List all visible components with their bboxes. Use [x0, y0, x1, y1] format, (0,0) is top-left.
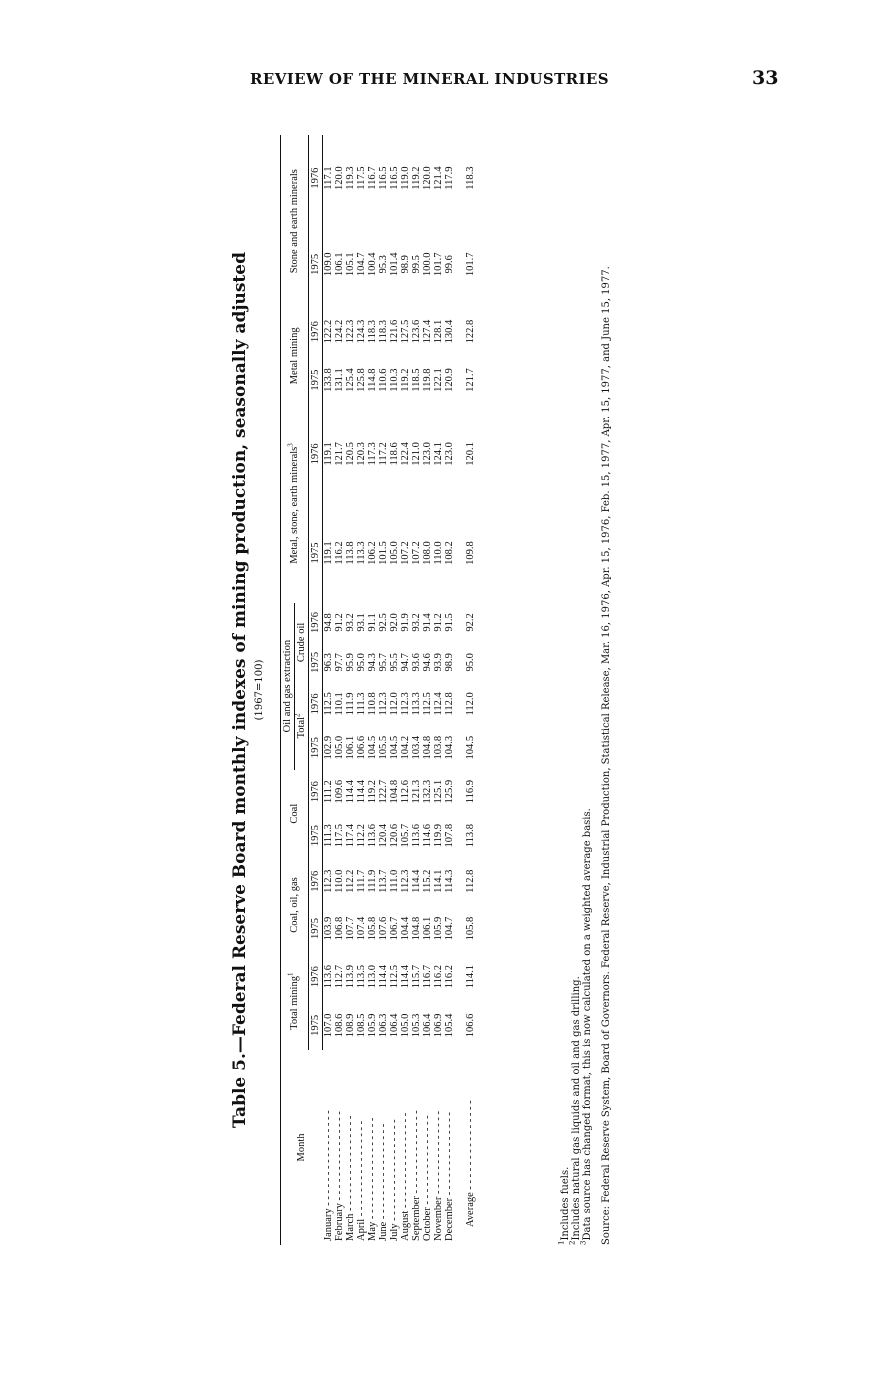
value-cell: 117.3 [367, 442, 378, 466]
dot-leader: - - - - - - - - - - - - - - - - - [367, 1117, 378, 1222]
value-cell: 124.3 [356, 319, 367, 344]
coal-oil-gas-header: Coal, oil, gas [281, 858, 309, 953]
value-cell: 106.4 [389, 1013, 400, 1038]
value-cell: 110.0 [334, 869, 345, 893]
value-cell: 118.6 [389, 442, 400, 466]
value-cell: 122.4 [400, 442, 411, 466]
value-cell: 114.4 [411, 869, 422, 893]
value-cell: 105.3 [411, 1013, 422, 1038]
value-cell: 117.1 [323, 166, 334, 190]
month-label: September [411, 1196, 422, 1241]
value-cell: 112.3 [400, 692, 411, 716]
value-cell: 114.8 [367, 368, 378, 392]
month-label: July [389, 1223, 400, 1241]
value-cell: 94.8 [323, 613, 334, 632]
year-header: 1975 [309, 905, 323, 953]
value-cell: 120.0 [422, 166, 433, 190]
month-label: February [334, 1203, 345, 1241]
value-cell: 108.0 [422, 541, 433, 565]
value-cell: 98.9 [444, 653, 455, 672]
value-cell: 105.8 [465, 916, 476, 941]
year-header: 1976 [309, 603, 323, 643]
value-cell: 111.9 [367, 869, 378, 893]
value-cell: 113.3 [356, 541, 367, 565]
value-cell: 112.8 [444, 692, 455, 716]
value-cell: 112.3 [378, 692, 389, 716]
value-cell: 116.7 [367, 166, 378, 190]
value-cell: 94.3 [367, 653, 378, 672]
value-cell: 123.6 [411, 319, 422, 344]
table-row [323, 135, 335, 1245]
value-cell: 106.2 [367, 541, 378, 565]
value-cell: 107.8 [444, 823, 455, 848]
month-label: October [422, 1207, 433, 1241]
year-header: 1975 [309, 356, 323, 404]
month-cell [455, 1050, 476, 1245]
value-cell: 117.5 [356, 166, 367, 190]
year-header: 1976 [309, 952, 323, 1001]
value-cell: 110.8 [367, 692, 378, 716]
value-cell: 103.4 [411, 735, 422, 760]
rotated-table-page [230, 135, 630, 1245]
value-cell: 120.1 [465, 442, 476, 466]
value-cell: 117.4 [345, 824, 356, 848]
value-cell: 116.2 [433, 964, 444, 989]
value-cell: 105.9 [433, 916, 444, 941]
year-header: 1975 [309, 726, 323, 770]
value-cell: 110.6 [378, 368, 389, 392]
value-cell: 93.9 [433, 653, 444, 672]
value-cell: 106.7 [389, 916, 400, 941]
value-cell: 112.2 [345, 869, 356, 893]
value-cell: 111.3 [323, 824, 334, 848]
value-cell: 110.1 [334, 692, 345, 716]
dot-leader: - - - - - - - - - - - - - - - - [345, 1115, 356, 1214]
value-cell: 104.4 [400, 916, 411, 941]
value-cell: 112.3 [400, 869, 411, 893]
value-cell: 132.3 [422, 779, 433, 804]
value-cell: 109.8 [465, 541, 476, 565]
value-cell: 109.6 [334, 779, 345, 804]
dot-leader: - - - - - - - - - - - - - - - - [322, 1110, 334, 1209]
dot-leader: - - - - - - - - - - - - - - - - - [389, 1119, 400, 1224]
value-cell: 107.4 [356, 916, 367, 941]
value-cell: 113.3 [411, 692, 422, 716]
value-cell: 124.1 [433, 442, 444, 466]
value-cell: 106.1 [345, 735, 356, 760]
year-header: 1975 [309, 503, 323, 602]
value-cell: 103.9 [323, 916, 334, 941]
table-row [345, 135, 356, 1245]
value-cell: 119.9 [433, 824, 444, 848]
value-cell: 104.8 [422, 735, 433, 760]
value-cell: 116.5 [389, 166, 400, 190]
value-cell: 113.8 [345, 541, 356, 565]
year-header: 1976 [309, 307, 323, 355]
value-cell: 107.7 [345, 916, 356, 941]
page-number: 33 [752, 67, 779, 89]
value-cell: 121.7 [465, 368, 476, 392]
value-cell: 113.0 [367, 964, 378, 989]
value-cell: 116.2 [444, 964, 455, 989]
value-cell: 114.3 [444, 869, 455, 893]
value-cell: 104.3 [444, 735, 455, 760]
value-cell: 91.2 [433, 613, 444, 632]
value-cell: 112.7 [334, 964, 345, 989]
dot-leader: - - - - - - - - - - - - - - - [422, 1115, 433, 1208]
value-cell: 118.3 [378, 319, 389, 344]
value-cell: 113.6 [411, 824, 422, 848]
table-row [367, 135, 378, 1245]
value-cell: 114.1 [465, 964, 476, 989]
table-row [422, 135, 433, 1245]
value-cell: 92.2 [465, 613, 476, 632]
running-title: REVIEW OF THE MINERAL INDUSTRIES [250, 70, 609, 88]
value-cell: 107.2 [411, 541, 422, 565]
dot-leader: - - - - - - - - - - - - - - - [334, 1111, 345, 1204]
table-row [356, 135, 367, 1245]
value-cell: 110.3 [389, 368, 400, 392]
value-cell: 111.0 [389, 869, 400, 893]
value-cell: 122.2 [323, 319, 334, 344]
year-header: 1975 [309, 221, 323, 307]
month-header: Month [281, 1050, 323, 1245]
dot-leader: - - - - - - - - - - - - - - [444, 1112, 455, 1198]
value-cell: 125.9 [444, 779, 455, 804]
value-cell: 112.0 [465, 692, 476, 716]
month-label: November [433, 1196, 444, 1241]
oil-total-header: Total$^2$ [295, 682, 309, 769]
month-cell [411, 1050, 422, 1245]
value-cell: 114.1 [433, 869, 444, 893]
value-cell: 123.0 [422, 442, 433, 466]
value-cell: 101.5 [378, 541, 389, 565]
value-cell: 108.6 [334, 1013, 345, 1038]
value-cell: 106.9 [433, 1013, 444, 1038]
value-cell: 122.8 [465, 319, 476, 344]
month-cell [323, 1050, 335, 1245]
value-cell: 98.9 [400, 255, 411, 274]
value-cell: 93.1 [356, 613, 367, 632]
running-head [0, 62, 882, 102]
total-mining-header: Total mining$^1$ [281, 952, 309, 1050]
value-cell: 116.7 [422, 964, 433, 989]
value-cell: 106.8 [334, 916, 345, 941]
value-cell: 110.0 [433, 541, 444, 565]
table-row [389, 135, 400, 1245]
value-cell: 120.6 [389, 823, 400, 848]
month-cell [422, 1050, 433, 1245]
value-cell: 117.2 [378, 442, 389, 466]
value-cell: 113.5 [356, 964, 367, 989]
value-cell: 121.3 [411, 779, 422, 804]
month-label: December [444, 1197, 455, 1241]
value-cell: 127.4 [422, 319, 433, 344]
source-note: Source: Federal Reserve System, Board of Governors. Federal Reserve, Industrial Production, Statistical Release, Mar. 16, 1976, Apr. 15, 1976, Feb. 15, 1977, Apr. 15, 1977, and June 15, 1977. [601, 266, 612, 1245]
value-cell: 112.5 [389, 964, 400, 989]
year-header: 1975 [309, 1001, 323, 1050]
value-cell: 101.4 [389, 252, 400, 277]
value-cell: 121.4 [433, 166, 444, 190]
value-cell: 112.8 [465, 869, 476, 893]
value-cell: 119.2 [400, 368, 411, 392]
value-cell: 105.9 [367, 1013, 378, 1038]
oil-gas-header: Oil and gas extraction [281, 603, 295, 770]
value-cell: 119.2 [367, 780, 378, 804]
footnote-2: $^2$Includes natural gas liquids and oil and gas drilling. [568, 976, 582, 1245]
footnote-3: $^3$Data source has changed format, this is now calculated on a weighted average basis. [579, 808, 593, 1245]
value-cell: 118.5 [411, 368, 422, 392]
value-cell: 102.9 [323, 735, 334, 760]
value-cell: 119.0 [400, 166, 411, 190]
value-cell: 104.7 [356, 252, 367, 277]
month-label: March [345, 1213, 356, 1241]
value-cell: 122.7 [378, 779, 389, 804]
value-cell: 113.7 [378, 869, 389, 893]
value-cell: 112.4 [433, 692, 444, 716]
value-cell: 104.5 [465, 735, 476, 760]
value-cell: 118.3 [367, 319, 378, 344]
stone-earth-header: Stone and earth minerals [281, 135, 309, 307]
value-cell: 105.5 [378, 735, 389, 760]
value-cell: 120.0 [334, 166, 345, 190]
value-cell: 120.5 [345, 442, 356, 466]
value-cell: 96.3 [323, 653, 334, 672]
value-cell: 106.1 [422, 916, 433, 941]
value-cell: 101.7 [465, 252, 476, 277]
value-cell: 115.2 [422, 869, 433, 893]
value-cell: 111.3 [356, 692, 367, 716]
value-cell: 93.6 [411, 653, 422, 672]
year-header: 1976 [309, 858, 323, 905]
value-cell: 113.6 [367, 824, 378, 848]
value-cell: 100.4 [367, 252, 378, 277]
value-cell: 116.5 [378, 166, 389, 190]
value-cell: 114.4 [378, 964, 389, 989]
value-cell: 105.7 [400, 823, 411, 848]
value-cell: 103.8 [433, 735, 444, 760]
value-cell: 91.1 [367, 613, 378, 632]
value-cell: 120.9 [444, 368, 455, 392]
metal-stone-header: Metal, stone, earth minerals$^3$ [281, 404, 309, 602]
month-cell [345, 1050, 356, 1245]
footnotes [557, 135, 612, 1245]
month-cell [400, 1050, 411, 1245]
value-cell: 105.1 [345, 252, 356, 277]
value-cell: 125.8 [356, 368, 367, 392]
value-cell: 106.3 [378, 1013, 389, 1038]
month-label: January [322, 1208, 334, 1241]
year-header: 1976 [309, 404, 323, 503]
value-cell: 101.7 [433, 252, 444, 277]
value-cell: 108.9 [345, 1013, 356, 1038]
dot-leader: - - - - - - - - - - - - - - - - [400, 1112, 411, 1211]
value-cell: 128.1 [433, 319, 444, 344]
table-row [334, 135, 345, 1245]
dot-leader: - - - - - - - - - - - - - - [433, 1110, 444, 1197]
value-cell: 106.4 [422, 1013, 433, 1038]
table-row [444, 135, 455, 1245]
value-cell: 93.2 [345, 613, 356, 632]
value-cell: 114.6 [422, 824, 433, 848]
value-cell: 109.0 [323, 252, 334, 277]
value-cell: 113.6 [323, 964, 334, 989]
value-cell: 104.2 [400, 735, 411, 760]
value-cell: 112.6 [400, 780, 411, 804]
value-cell: 93.2 [411, 613, 422, 632]
value-cell: 91.4 [422, 613, 433, 632]
table-row [400, 135, 411, 1245]
value-cell: 107.6 [378, 916, 389, 941]
value-cell: 99.6 [444, 255, 455, 274]
mining-index-table [280, 135, 476, 1245]
value-cell: 121.7 [334, 442, 345, 466]
value-cell: 115.7 [411, 964, 422, 989]
value-cell: 119.3 [345, 166, 356, 190]
value-cell: 123.0 [444, 442, 455, 466]
value-cell: 95.0 [465, 653, 476, 672]
value-cell: 104.8 [389, 779, 400, 804]
value-cell: 105.0 [400, 1013, 411, 1038]
value-cell: 119.2 [411, 166, 422, 190]
value-cell: 95.7 [378, 653, 389, 672]
value-cell: 124.2 [334, 319, 345, 344]
value-cell: 95.9 [345, 653, 356, 672]
value-cell: 116.9 [465, 780, 476, 804]
value-cell: 104.7 [444, 916, 455, 941]
value-cell: 95.5 [389, 653, 400, 672]
dot-leader: - - - - - - - - - - - - - - [411, 1110, 422, 1197]
month-cell [367, 1050, 378, 1245]
month-label: August [400, 1210, 411, 1241]
value-cell: 105.8 [367, 916, 378, 941]
value-cell: 112.0 [389, 692, 400, 716]
value-cell: 94.6 [422, 653, 433, 672]
year-header: 1975 [309, 642, 323, 682]
value-cell: 121.6 [389, 319, 400, 344]
value-cell: 107.0 [323, 1013, 334, 1038]
value-cell: 133.8 [323, 368, 334, 392]
value-cell: 121.0 [411, 442, 422, 466]
year-header: 1976 [309, 770, 323, 814]
average-row [455, 135, 476, 1245]
month-cell [444, 1050, 455, 1245]
value-cell: 116.2 [334, 541, 345, 565]
value-cell: 111.7 [356, 869, 367, 893]
crude-oil-header: Crude oil [295, 603, 309, 683]
value-cell: 111.9 [345, 692, 356, 716]
value-cell: 119.1 [323, 541, 334, 565]
value-cell: 117.5 [334, 824, 345, 848]
value-cell: 106.1 [334, 252, 345, 277]
value-cell: 104.8 [411, 916, 422, 941]
value-cell: 122.1 [433, 368, 444, 392]
value-cell: 130.4 [444, 319, 455, 344]
value-cell: 95.3 [378, 255, 389, 274]
value-cell: 108.5 [356, 1013, 367, 1038]
value-cell: 114.4 [400, 964, 411, 989]
month-label: May [367, 1221, 378, 1241]
month-cell [433, 1050, 444, 1245]
value-cell: 112.2 [356, 824, 367, 848]
metal-mining-header: Metal mining [281, 307, 309, 404]
value-cell: 108.2 [444, 541, 455, 565]
value-cell: 105.0 [334, 735, 345, 760]
value-cell: 106.6 [356, 735, 367, 760]
value-cell: 106.6 [465, 1013, 476, 1038]
value-cell: 111.2 [323, 780, 334, 804]
month-cell [378, 1050, 389, 1245]
value-cell: 105.4 [444, 1013, 455, 1038]
value-cell: 119.8 [422, 368, 433, 392]
value-cell: 112.5 [323, 692, 334, 716]
value-cell: 119.1 [323, 442, 334, 466]
month-label: April [356, 1218, 367, 1241]
value-cell: 125.1 [433, 779, 444, 804]
value-cell: 120.3 [356, 442, 367, 466]
table-row [411, 135, 422, 1245]
year-header: 1976 [309, 682, 323, 725]
value-cell: 125.4 [345, 368, 356, 392]
footnote-1: $^1$Includes fuels. [557, 1166, 571, 1245]
value-cell: 97.7 [334, 653, 345, 672]
value-cell: 91.9 [400, 613, 411, 632]
dot-leader: - - - - - - - - - - - - - - - - [356, 1120, 367, 1219]
value-cell: 112.3 [323, 869, 334, 893]
value-cell: 92.0 [389, 613, 400, 632]
value-cell: 94.7 [400, 653, 411, 672]
table-row [433, 135, 444, 1245]
value-cell: 92.5 [378, 613, 389, 632]
dot-leader: - - - - - - - - - - - - - - - [465, 1100, 476, 1193]
table-title: Table 5.—Federal Reserve Board monthly indexes of mining production, seasonally adjusted [230, 252, 250, 1128]
value-cell: 104.5 [367, 735, 378, 760]
value-cell: 120.4 [378, 823, 389, 848]
value-cell: 105.0 [389, 541, 400, 565]
coal-header: Coal [281, 770, 309, 858]
value-cell: 114.4 [345, 780, 356, 804]
table-row [378, 135, 389, 1245]
value-cell: 112.5 [422, 692, 433, 716]
value-cell: 107.2 [400, 541, 411, 565]
value-cell: 91.2 [334, 613, 345, 632]
value-cell: 122.3 [345, 319, 356, 344]
value-cell: 95.0 [356, 653, 367, 672]
value-cell: 104.5 [389, 735, 400, 760]
value-cell: 127.5 [400, 319, 411, 344]
year-header: 1976 [309, 135, 323, 221]
dot-leader: - - - - - - - - - - - - - - - - [378, 1123, 389, 1222]
value-cell: 118.3 [465, 166, 476, 190]
value-cell: 114.4 [356, 780, 367, 804]
value-cell: 91.5 [444, 613, 455, 632]
table-subtitle: (1967=100) [254, 659, 265, 721]
value-cell: 131.1 [334, 368, 345, 392]
year-header: 1975 [309, 814, 323, 858]
value-cell: 100.0 [422, 252, 433, 277]
month-label: June [378, 1221, 389, 1241]
value-cell: 113.9 [345, 964, 356, 989]
table-body [323, 135, 477, 1245]
month-cell [334, 1050, 345, 1245]
value-cell: 113.8 [465, 824, 476, 848]
value-cell: 99.5 [411, 255, 422, 274]
month-cell [356, 1050, 367, 1245]
value-cell: 117.9 [444, 166, 455, 190]
month-label: Average [465, 1192, 476, 1227]
month-cell [389, 1050, 400, 1245]
